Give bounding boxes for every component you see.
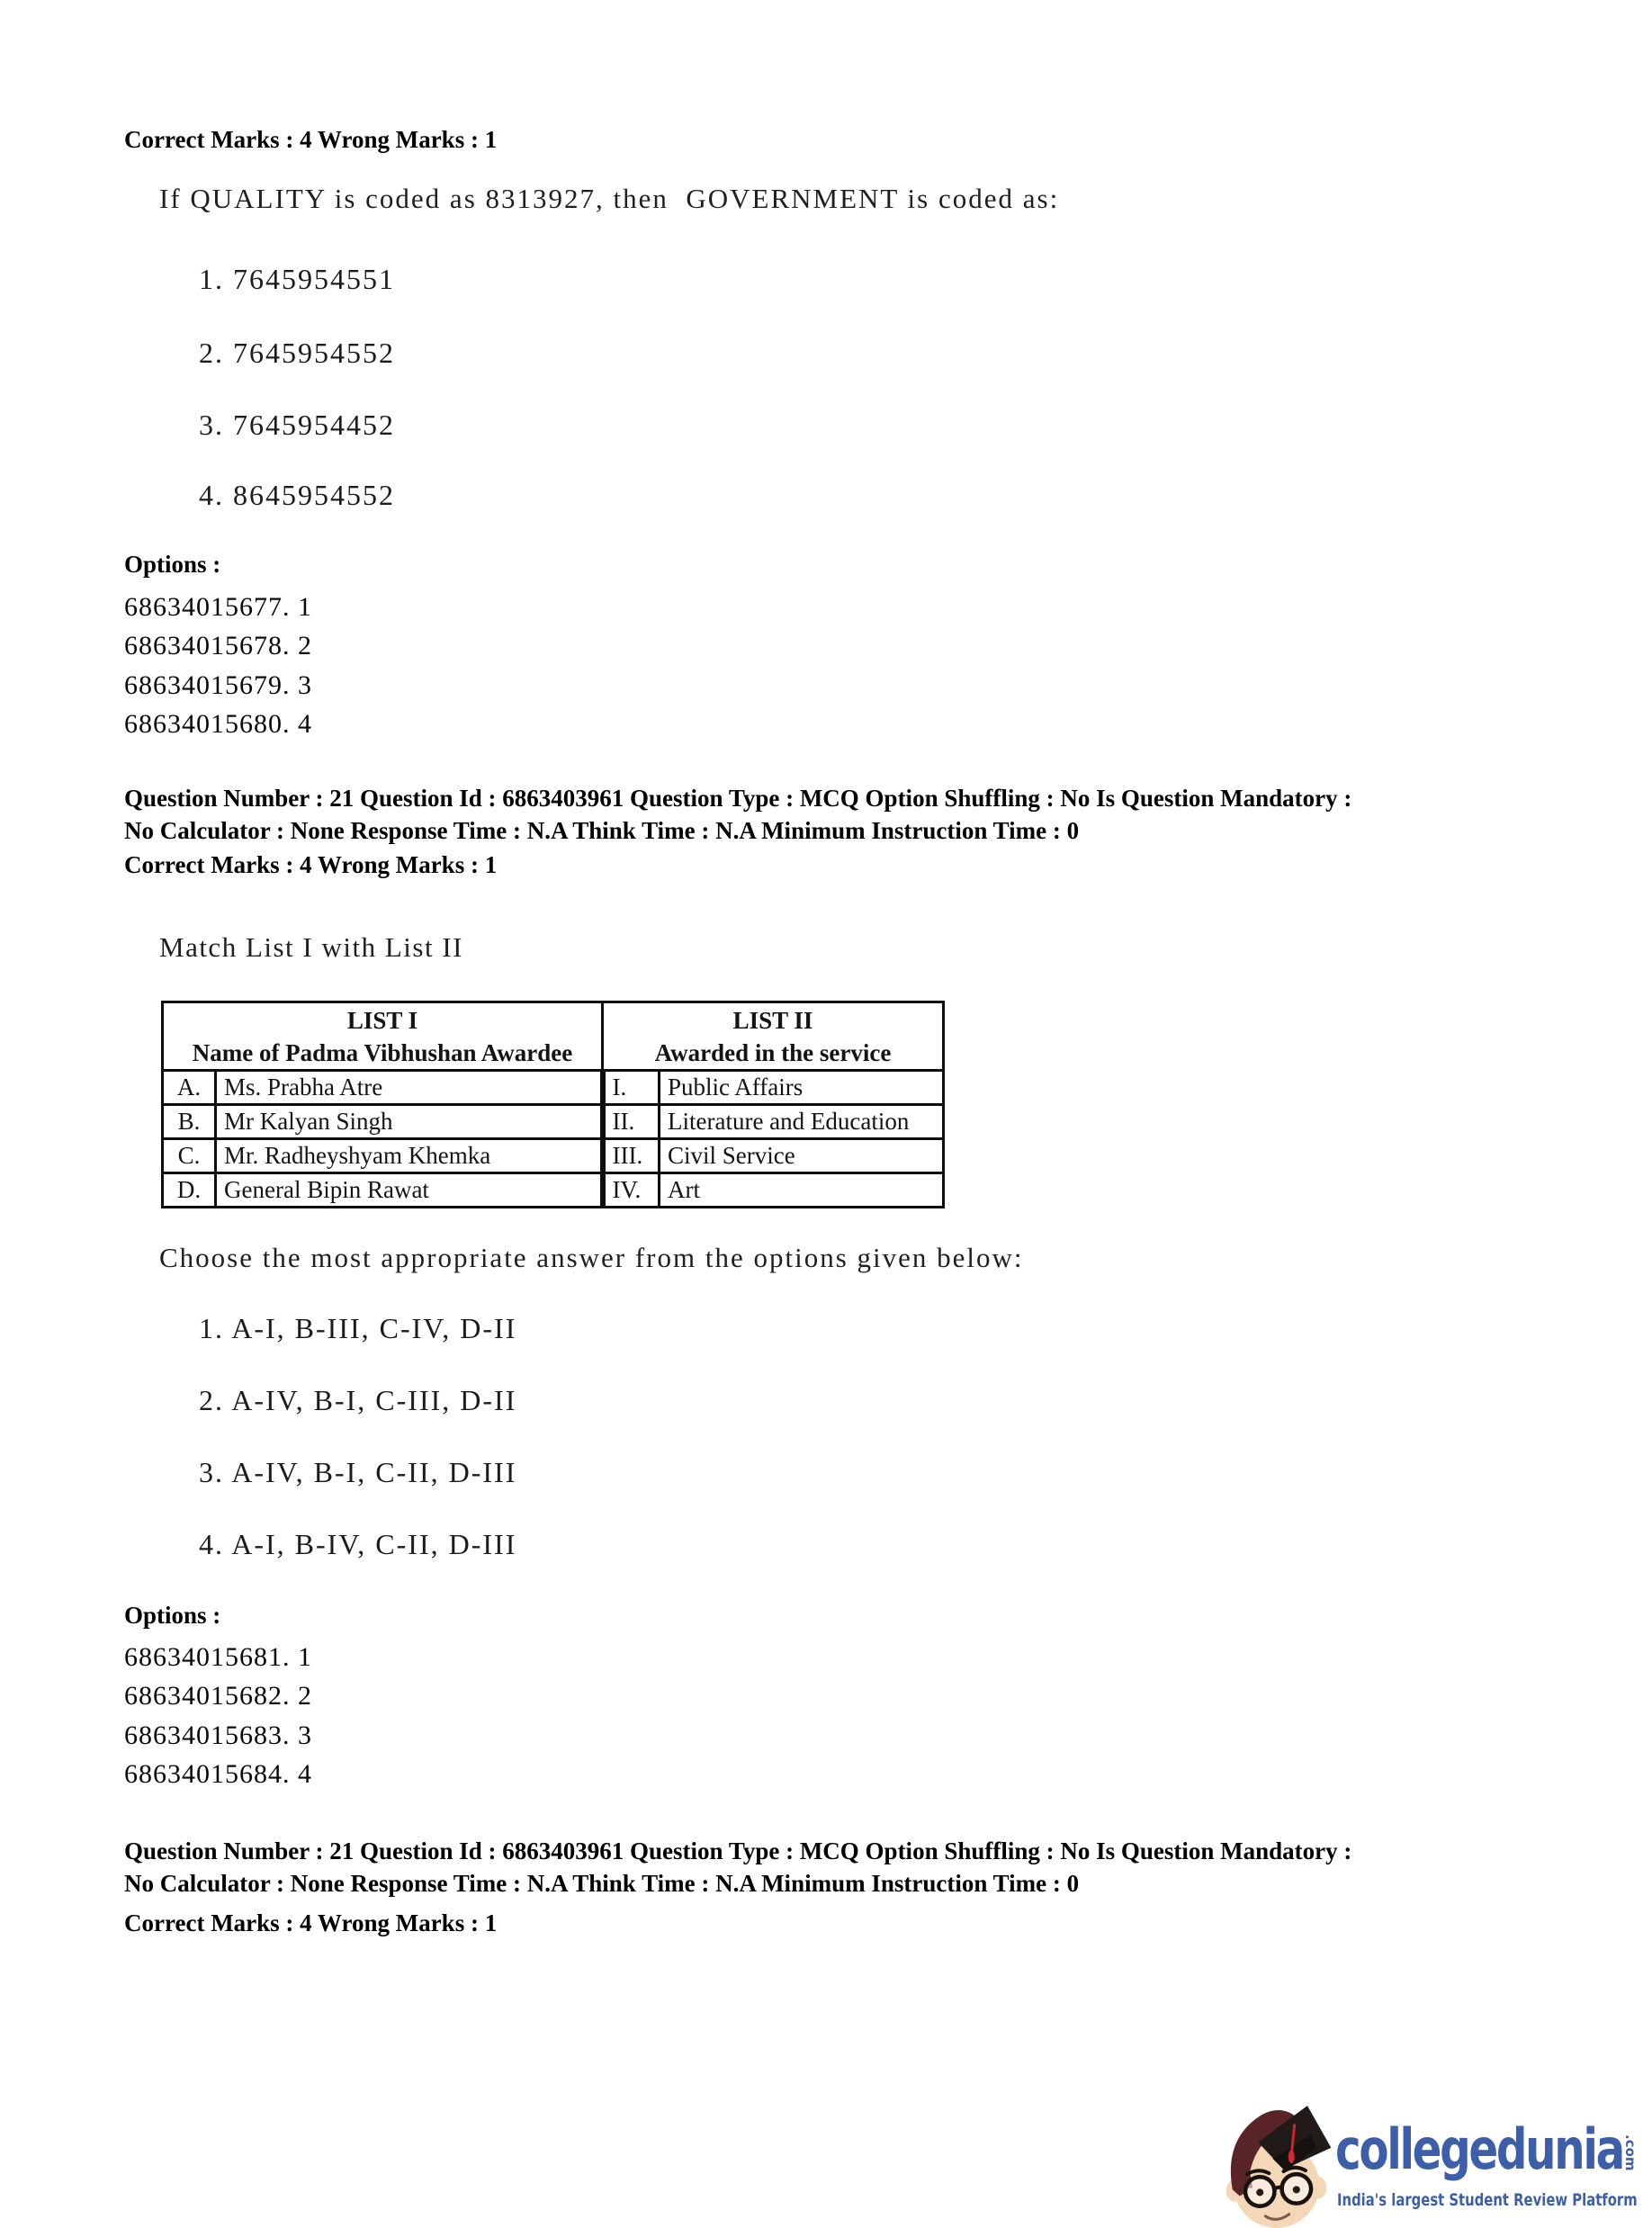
row-service: Literature and Education: [660, 1105, 944, 1139]
collegedunia-logo-domain: .com: [1622, 2134, 1639, 2171]
question-20-answer-2: 2. 7645954552: [199, 337, 395, 369]
table-row: [163, 1105, 944, 1139]
option-id-2-3: 68634015683. 3: [124, 1720, 312, 1750]
question-21-answer-3: 3. A-IV, B-I, C-II, D-III: [199, 1456, 517, 1488]
table-row: [163, 1071, 944, 1105]
list1-title: LIST I: [346, 1006, 418, 1034]
question-21-text: Match List I with List II: [159, 931, 463, 963]
row-name: Mr. Radheyshyam Khemka: [216, 1139, 603, 1173]
row-roman: III.: [603, 1139, 660, 1173]
row-roman: I.: [603, 1071, 660, 1105]
match-list-table: [161, 1001, 945, 1208]
list2-header-cell: [603, 1002, 944, 1071]
row-letter: D.: [163, 1173, 216, 1208]
row-roman: II.: [603, 1105, 660, 1139]
option-id-2-2: 68634015682. 2: [124, 1681, 312, 1711]
next-question-meta-line-2: No Calculator : None Response Time : N.A Think Time : N.A Minimum Instruction Time : 0: [124, 1870, 1080, 1897]
row-name: Ms. Prabha Atre: [216, 1071, 603, 1105]
table-row: [163, 1173, 944, 1208]
list2-subtitle: Awarded in the service: [654, 1038, 892, 1066]
question-21-answer-4: 4. A-I, B-IV, C-II, D-III: [199, 1528, 517, 1560]
row-roman: IV.: [603, 1173, 660, 1208]
question-20-answer-3: 3. 7645954452: [199, 409, 395, 441]
options-label-1: Options :: [124, 551, 221, 578]
row-letter: C.: [163, 1139, 216, 1173]
table-header-row: [163, 1002, 944, 1071]
list2-title: LIST II: [732, 1006, 813, 1034]
list1-subtitle: Name of Padma Vibhushan Awardee: [192, 1038, 573, 1066]
row-name: General Bipin Rawat: [216, 1173, 603, 1208]
question-20-answer-4: 4. 8645954552: [199, 479, 395, 511]
collegedunia-mascot-icon: [1218, 2100, 1335, 2228]
row-name: Mr Kalyan Singh: [216, 1105, 603, 1139]
list1-header-cell: [163, 1002, 603, 1071]
option-id-2-1: 68634015681. 1: [124, 1642, 312, 1672]
row-service: Art: [660, 1173, 944, 1208]
option-id-1-2: 68634015678. 2: [124, 631, 312, 660]
next-question-meta-line-1: Question Number : 21 Question Id : 6863403961 Question Type : MCQ Option Shuffling : No Is Question Mandatory :: [124, 1837, 1352, 1864]
marks-line-1: Correct Marks : 4 Wrong Marks : 1: [124, 126, 498, 153]
collegedunia-logo-text: collegedunia: [1335, 2116, 1623, 2182]
marks-line-2: Correct Marks : 4 Wrong Marks : 1: [124, 851, 498, 878]
table-row: [163, 1139, 944, 1173]
choose-answer-line: Choose the most appropriate answer from the options given below:: [159, 1242, 1024, 1273]
question-20-answer-1: 1. 7645954551: [199, 263, 395, 295]
collegedunia-logo-tagline: India's largest Student Review Platform: [1337, 2190, 1638, 2210]
option-id-1-4: 68634015680. 4: [124, 709, 312, 739]
option-id-1-1: 68634015677. 1: [124, 592, 312, 622]
question-21-answer-2: 2. A-IV, B-I, C-III, D-II: [199, 1384, 517, 1416]
row-letter: B.: [163, 1105, 216, 1139]
question-21-meta-line-2: No Calculator : None Response Time : N.A Think Time : N.A Minimum Instruction Time : 0: [124, 817, 1080, 844]
row-service: Public Affairs: [660, 1071, 944, 1105]
question-21-meta-line-1: Question Number : 21 Question Id : 6863403961 Question Type : MCQ Option Shuffling : No Is Question Mandatory :: [124, 785, 1352, 812]
marks-line-3: Correct Marks : 4 Wrong Marks : 1: [124, 1909, 498, 1936]
option-id-1-3: 68634015679. 3: [124, 670, 312, 700]
option-id-2-4: 68634015684. 4: [124, 1759, 312, 1789]
question-20-text: If QUALITY is coded as 8313927, then GOVERNMENT is coded as:: [159, 183, 1060, 214]
question-21-answer-1: 1. A-I, B-III, C-IV, D-II: [199, 1312, 517, 1344]
row-letter: A.: [163, 1071, 216, 1105]
options-label-2: Options :: [124, 1602, 221, 1629]
row-service: Civil Service: [660, 1139, 944, 1173]
